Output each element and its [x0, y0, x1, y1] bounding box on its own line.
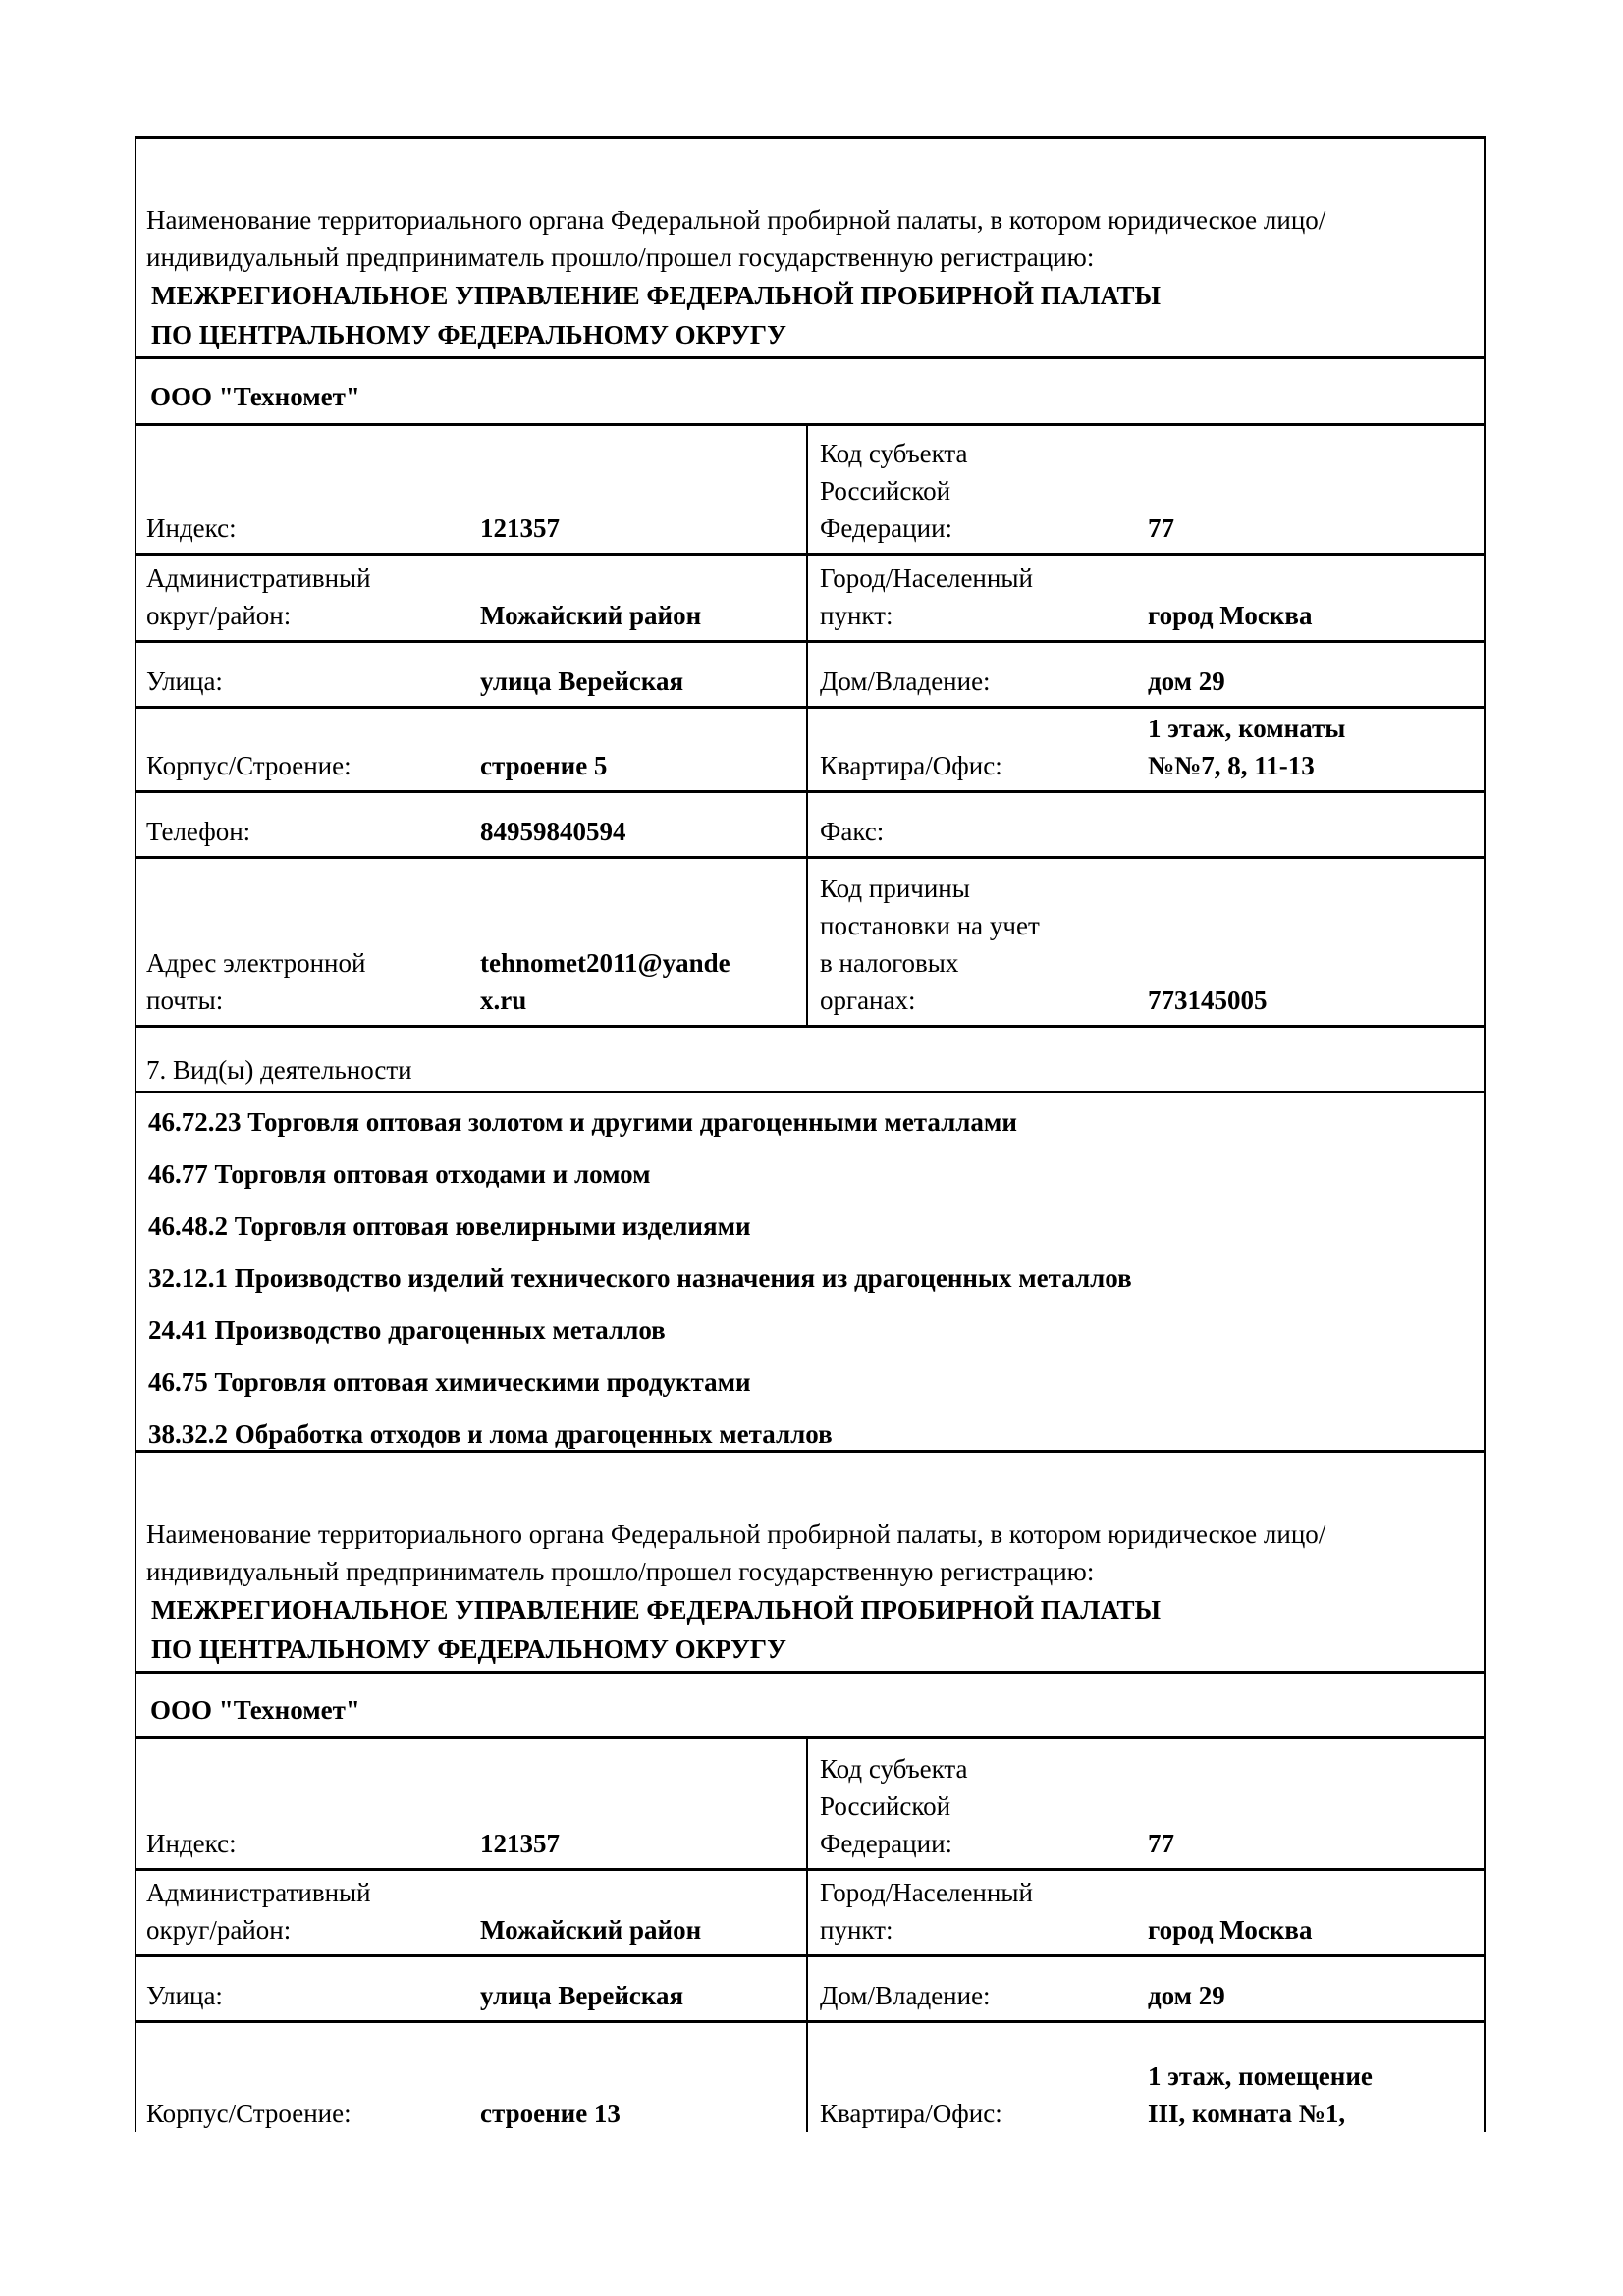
street-row: [135, 640, 1486, 706]
city-label: [820, 1871, 1144, 1954]
office-label-text: Квартира/Офис:: [820, 751, 1002, 780]
street-label: [146, 1957, 470, 2020]
activity-item: 46.48.2 Торговля оптовая ювелирными изделиями: [148, 1211, 751, 1241]
company-name-text: ООО "Техномет": [150, 382, 360, 411]
index-value-text: 121357: [480, 513, 560, 543]
kpp-value-text: 773145005: [1148, 986, 1268, 1015]
authority-name-line2: ПО ЦЕНТРАЛЬНОМУ ФЕДЕРАЛЬНОМУ ОКРУГУ: [151, 320, 786, 349]
column-divider: [806, 556, 808, 640]
activities-list: [148, 1096, 1474, 1461]
office-label-text: Квартира/Офис:: [820, 2099, 1002, 2128]
phone-label: [146, 793, 470, 856]
city-label-line2: пункт:: [820, 601, 893, 630]
column-divider: [806, 643, 808, 706]
street-row: [135, 1954, 1486, 2020]
region-code-value: [1148, 426, 1472, 553]
city-label-line2: пункт:: [820, 1915, 893, 1945]
district-label-line1: Административный: [146, 1878, 371, 1907]
office-label: [820, 2023, 1144, 2132]
activity-item: 32.12.1 Производство изделий технического назначения из драгоценных металлов: [148, 1263, 1132, 1293]
company-name: [146, 359, 1474, 423]
kpp-value: [1148, 859, 1472, 1025]
house-value: [1148, 643, 1472, 706]
region-code-label-line1: Код субъекта: [820, 439, 968, 468]
house-value-text: дом 29: [1148, 667, 1225, 696]
house-label: [820, 643, 1144, 706]
city-value-text: город Москва: [1148, 601, 1313, 630]
email-value-line1: tehnomet2011@yande: [480, 948, 730, 978]
district-row: [135, 1868, 1486, 1954]
index-value: [480, 426, 804, 553]
authority-name-line2: ПО ЦЕНТРАЛЬНОМУ ФЕДЕРАЛЬНОМУ ОКРУГУ: [151, 1634, 786, 1664]
activities-title: [146, 1028, 1474, 1091]
street-label: [146, 643, 470, 706]
street-value: [480, 1957, 804, 2020]
house-label-text: Дом/Владение:: [820, 667, 991, 696]
district-value: [480, 1871, 804, 1954]
region-code-value-text: 77: [1148, 513, 1174, 543]
region-code-label-line3: Федерации:: [820, 513, 953, 543]
phone-value: [480, 793, 804, 856]
authority-header-cell: [146, 139, 1474, 356]
district-label: [146, 1871, 470, 1954]
building-label: [146, 2023, 470, 2132]
street-value-text: улица Верейская: [480, 1981, 684, 2010]
phone-label-text: Телефон:: [146, 817, 251, 846]
kpp-label: [820, 859, 1144, 1025]
column-divider: [806, 1739, 808, 1868]
city-label-line1: Город/Населенный: [820, 563, 1033, 593]
kpp-label-line3: в налоговых: [820, 948, 959, 978]
building-value: [480, 2023, 804, 2132]
index-row: [135, 1736, 1486, 1868]
kpp-label-line4: органах:: [820, 986, 916, 1015]
office-label: [820, 709, 1144, 790]
column-divider: [806, 793, 808, 856]
building-label-text: Корпус/Строение:: [146, 2099, 352, 2128]
index-row: [135, 423, 1486, 553]
index-value-text: 121357: [480, 1829, 560, 1858]
building-value: [480, 709, 804, 790]
city-value: [1148, 556, 1472, 640]
district-label-line2: округ/район:: [146, 601, 292, 630]
activity-item: 38.32.2 Обработка отходов и лома драгоценных металлов: [148, 1419, 833, 1449]
building-label-text: Корпус/Строение:: [146, 751, 352, 780]
district-value-text: Можайский район: [480, 1915, 702, 1945]
authority-name-line1: МЕЖРЕГИОНАЛЬНОЕ УПРАВЛЕНИЕ ФЕДЕРАЛЬНОЙ ПРОБИРНОЙ ПАЛАТЫ: [151, 1595, 1162, 1625]
column-divider: [806, 859, 808, 1025]
building-value-text: строение 5: [480, 751, 608, 780]
building-row: [135, 2020, 1486, 2132]
fax-label-text: Факс:: [820, 817, 885, 846]
street-label-text: Улица:: [146, 1981, 223, 2010]
activity-item: 46.75 Торговля оптовая химическими продуктами: [148, 1367, 751, 1397]
kpp-label-line1: Код причины: [820, 874, 970, 903]
column-divider: [806, 2023, 808, 2132]
region-code-label-line1: Код субъекта: [820, 1754, 968, 1784]
phone-row: [135, 790, 1486, 856]
company-name-text: ООО "Техномет": [150, 1695, 360, 1725]
district-row: [135, 553, 1486, 640]
street-label-text: Улица:: [146, 667, 223, 696]
index-label: [146, 1739, 470, 1868]
house-label: [820, 1957, 1144, 2020]
building-value-text: строение 13: [480, 2099, 621, 2128]
region-code-label: [820, 1739, 1144, 1868]
building-label: [146, 709, 470, 790]
activity-item: 46.72.23 Торговля оптовая золотом и другими драгоценными металлами: [148, 1107, 1017, 1137]
authority-description: Наименование территориального органа Федеральной пробирной палаты, в котором юридическое лицо/индивидуальный предприниматель прошло/прошел государственную регистрацию:: [146, 205, 1326, 272]
kpp-label-line2: постановки на учет: [820, 911, 1040, 940]
authority-description: Наименование территориального органа Федеральной пробирной палаты, в котором юридическое лицо/индивидуальный предприниматель прошло/прошел государственную регистрацию:: [146, 1520, 1326, 1586]
authority-header-row: [135, 136, 1486, 356]
column-divider: [806, 1957, 808, 2020]
city-label-line1: Город/Населенный: [820, 1878, 1033, 1907]
building-row: [135, 706, 1486, 790]
office-value-line1: 1 этаж, помещение: [1148, 2061, 1373, 2091]
district-value-text: Можайский район: [480, 601, 702, 630]
street-value-text: улица Верейская: [480, 667, 684, 696]
region-code-label-line2: Российской: [820, 476, 951, 506]
region-code-value: [1148, 1739, 1472, 1868]
district-value: [480, 556, 804, 640]
company-name: [146, 1674, 1474, 1736]
district-label-line1: Административный: [146, 563, 371, 593]
region-code-value-text: 77: [1148, 1829, 1174, 1858]
house-value: [1148, 1957, 1472, 2020]
email-value: [480, 859, 804, 1025]
fax-label: [820, 793, 1144, 856]
activities-row: [135, 1091, 1486, 1450]
index-label-text: Индекс:: [146, 513, 237, 543]
index-value: [480, 1739, 804, 1868]
office-value: [1148, 2023, 1472, 2132]
city-value: [1148, 1871, 1472, 1954]
email-value-line2: x.ru: [480, 986, 527, 1015]
office-value-line2: III, комната №1,: [1148, 2099, 1346, 2128]
house-label-text: Дом/Владение:: [820, 1981, 991, 2010]
authority-name-line1: МЕЖРЕГИОНАЛЬНОЕ УПРАВЛЕНИЕ ФЕДЕРАЛЬНОЙ ПРОБИРНОЙ ПАЛАТЫ: [151, 281, 1162, 310]
column-divider: [806, 709, 808, 790]
region-code-label: [820, 426, 1144, 553]
region-code-label-line3: Федерации:: [820, 1829, 953, 1858]
city-label: [820, 556, 1144, 640]
authority-header-row: [135, 1450, 1486, 1671]
column-divider: [806, 1871, 808, 1954]
district-label: [146, 556, 470, 640]
activities-title-row: [135, 1025, 1486, 1091]
activity-item: 46.77 Торговля оптовая отходами и ломом: [148, 1159, 651, 1189]
street-value: [480, 643, 804, 706]
activity-item: 24.41 Производство драгоценных металлов: [148, 1315, 666, 1345]
index-label-text: Индекс:: [146, 1829, 237, 1858]
company-name-row: [135, 1671, 1486, 1736]
office-value-line2: №№7, 8, 11-13: [1148, 751, 1315, 780]
office-value-line1: 1 этаж, комнаты: [1148, 714, 1346, 743]
column-divider: [806, 426, 808, 553]
office-value: [1148, 709, 1472, 790]
index-label: [146, 426, 470, 553]
authority-header-cell: [146, 1453, 1474, 1671]
city-value-text: город Москва: [1148, 1915, 1313, 1945]
email-label-line2: почты:: [146, 986, 224, 1015]
email-row: [135, 856, 1486, 1025]
phone-value-text: 84959840594: [480, 817, 626, 846]
email-label-line1: Адрес электронной: [146, 948, 366, 978]
fax-value: [1148, 793, 1472, 856]
email-label: [146, 859, 470, 1025]
region-code-label-line2: Российской: [820, 1791, 951, 1821]
house-value-text: дом 29: [1148, 1981, 1225, 2010]
company-name-row: [135, 356, 1486, 423]
district-label-line2: округ/район:: [146, 1915, 292, 1945]
activities-title-text: 7. Вид(ы) деятельности: [146, 1055, 412, 1085]
